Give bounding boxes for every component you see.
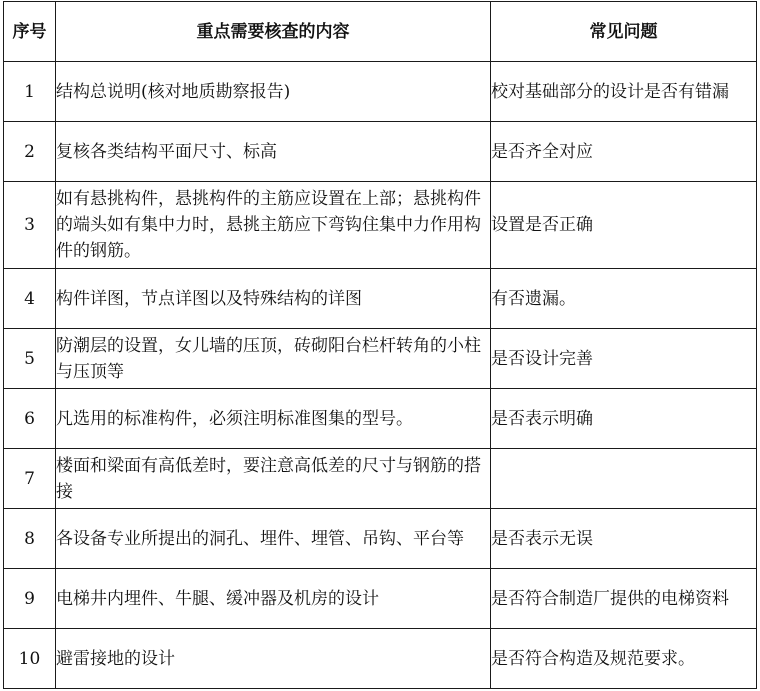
row-content: 防潮层的设置，女儿墙的压顶，砖砌阳台栏杆转角的小柱与压顶等 [56,329,491,389]
table-row [4,569,757,629]
row-content: 楼面和梁面有高低差时，要注意高低差的尺寸与钢筋的搭接 [56,449,491,509]
row-issue: 设置是否正确 [491,182,757,269]
row-content: 构件详图，节点详图以及特殊结构的详图 [56,269,491,329]
header-common-issues: 常见问题 [491,2,757,62]
row-content: 结构总说明(核对地质勘察报告) [56,62,491,122]
row-issue: 是否表示无误 [491,509,757,569]
row-issue: 有否遗漏。 [491,269,757,329]
header-serial-number: 序号 [4,2,56,62]
row-number: 6 [4,389,56,449]
table-row [4,182,757,269]
row-number: 5 [4,329,56,389]
table-row [4,509,757,569]
row-number: 3 [4,182,56,269]
table-row [4,389,757,449]
row-number: 1 [4,62,56,122]
table-row [4,269,757,329]
row-content: 如有悬挑构件，悬挑构件的主筋应设置在上部；悬挑构件的端头如有集中力时，悬挑主筋应下弯钩住集中力作用构件的钢筋。 [56,182,491,269]
table-row [4,629,757,689]
table-row [4,329,757,389]
row-number: 10 [4,629,56,689]
row-number: 7 [4,449,56,509]
review-checklist-table [3,1,757,689]
row-issue: 是否表示明确 [491,389,757,449]
row-content: 复核各类结构平面尺寸、标高 [56,122,491,182]
row-number: 2 [4,122,56,182]
table-row [4,122,757,182]
row-content: 电梯井内埋件、牛腿、缓冲器及机房的设计 [56,569,491,629]
table-row [4,449,757,509]
row-number: 8 [4,509,56,569]
row-issue: 是否齐全对应 [491,122,757,182]
row-content: 凡选用的标准构件，必须注明标准图集的型号。 [56,389,491,449]
table-row [4,62,757,122]
row-content: 避雷接地的设计 [56,629,491,689]
row-issue: 是否设计完善 [491,329,757,389]
row-number: 4 [4,269,56,329]
row-issue: 是否符合制造厂提供的电梯资料 [491,569,757,629]
row-issue: 校对基础部分的设计是否有错漏 [491,62,757,122]
header-review-content: 重点需要核查的内容 [56,2,491,62]
row-issue: 是否符合构造及规范要求。 [491,629,757,689]
row-number: 9 [4,569,56,629]
table-header-row [4,2,757,62]
row-content: 各设备专业所提出的洞孔、埋件、埋管、吊钩、平台等 [56,509,491,569]
row-issue [491,449,757,509]
